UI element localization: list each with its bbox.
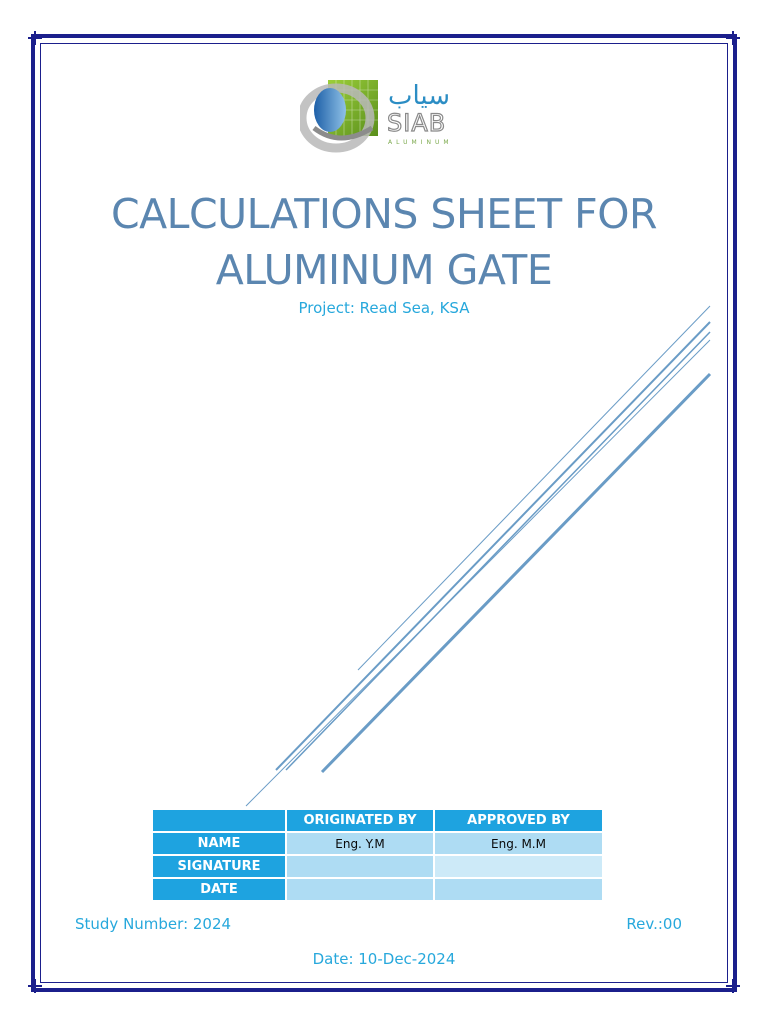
name-originated-cell: Eng. Y.M: [286, 832, 434, 855]
row-label-name: NAME: [152, 832, 286, 855]
logo-brand-text: SIAB: [387, 109, 447, 137]
header-approved-by: APPROVED BY: [434, 809, 603, 832]
revision-number: Rev.:00: [626, 915, 682, 933]
diagonal-line-2: [276, 322, 710, 770]
signature-table: [152, 809, 603, 901]
header-empty-cell: [152, 809, 286, 832]
logo-arabic-text: سياب: [388, 81, 451, 111]
project-subtitle: Project: Read Sea, KSA: [298, 299, 470, 317]
table-row: [152, 878, 603, 901]
table-row: [152, 832, 603, 855]
diagonal-line-1: [358, 306, 710, 670]
diagonal-line-4: [322, 374, 710, 772]
document-date: Date: 10-Dec-2024: [312, 950, 456, 968]
title-line-2: ALUMINUM GATE: [215, 246, 553, 294]
signature-originated-cell: [286, 855, 434, 878]
table-row: [152, 855, 603, 878]
name-approved-cell: Eng. M.M: [434, 832, 603, 855]
table-header-row: [152, 809, 603, 832]
diagonal-line-3: [286, 332, 710, 770]
row-label-date: DATE: [152, 878, 286, 901]
title-line-1: CALCULATIONS SHEET FOR: [110, 190, 658, 238]
row-label-signature: SIGNATURE: [152, 855, 286, 878]
logo-tagline: ALUMINUM: [388, 139, 453, 146]
signature-approved-cell: [434, 855, 603, 878]
date-approved-cell: [434, 878, 603, 901]
header-originated-by: ORIGINATED BY: [286, 809, 434, 832]
date-originated-cell: [286, 878, 434, 901]
study-number: Study Number: 2024: [75, 915, 232, 933]
diagonal-line-5: [246, 340, 710, 806]
